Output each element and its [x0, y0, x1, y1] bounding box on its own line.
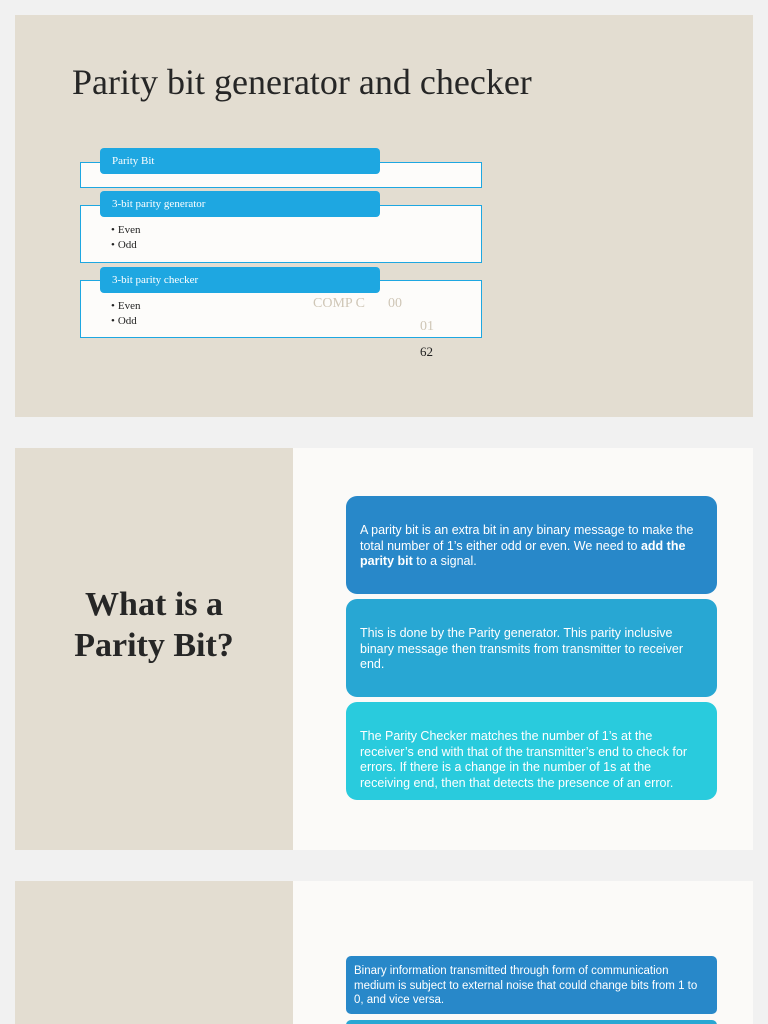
card-text: A parity bit is an extra bit in any binary message to make the total number of 1’s either odd or even. We need to: [360, 523, 694, 553]
generator-bullets: [111, 223, 140, 253]
title-line: What is a: [85, 586, 223, 623]
title-line: Parity Bit?: [74, 627, 234, 664]
card-bold-text: add the parity bit: [360, 538, 686, 568]
page-number: 62: [420, 344, 433, 359]
slide-parity-overview: [15, 15, 753, 417]
list-tab-generator: 3-bit parity generator: [100, 191, 380, 217]
slide-what-is-parity-bit: [15, 448, 753, 850]
slide-title: [15, 584, 293, 666]
ghost-text: 00: [388, 296, 402, 311]
ghost-text: 01: [420, 319, 434, 334]
slide-title: Parity bit generator and checker: [72, 62, 532, 102]
card-parity-checker: The Parity Checker matches the number of 1’s at the receiver’s end with that of the transmitter’s end to check for errors. If there is a change in the number of 1s at the receiving end, then that detects the presence of an error.: [346, 702, 717, 800]
card-parity-generator: This is done by the Parity generator. This parity inclusive binary message then transmits from transmitter to receiver end.: [346, 599, 717, 697]
card-text: to a signal.: [412, 554, 477, 568]
ghost-text: COMP C: [313, 296, 366, 311]
bullet-item: • Even: [111, 299, 140, 314]
card-next: [346, 1020, 717, 1024]
list-tab-checker: 3-bit parity checker: [100, 267, 380, 293]
card-parity-definition: [346, 496, 717, 594]
bullet-item: • Even: [111, 223, 140, 238]
bullet-item: • Odd: [111, 238, 140, 253]
list-tab-parity-bit: Parity Bit: [100, 148, 380, 174]
checker-bullets: [111, 299, 140, 329]
title-panel: [15, 881, 293, 1024]
card-noise: Binary information transmitted through form of communication medium is subject to external noise that could change bits from 1 to 0, and vice versa.: [346, 956, 717, 1014]
bullet-item: • Odd: [111, 314, 140, 329]
slide-noise: [15, 881, 753, 1024]
